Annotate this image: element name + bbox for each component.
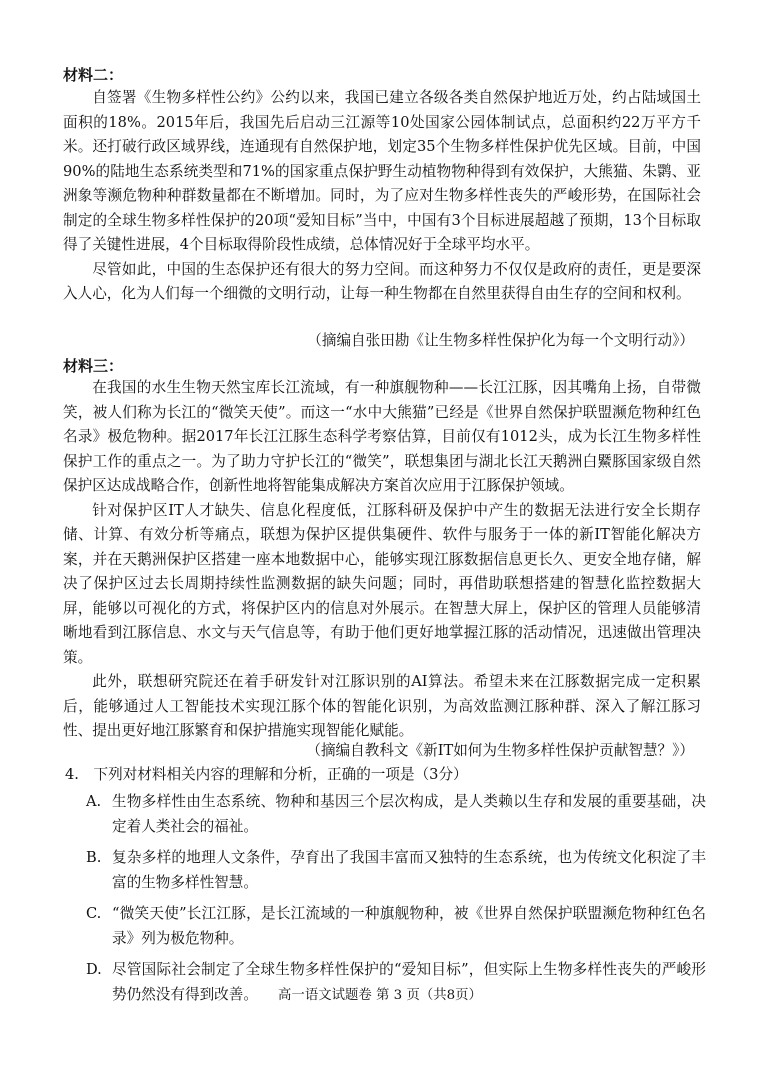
material-two-heading: 材料二： <box>63 66 124 84</box>
material-three-paragraph-2: 针对保护区IT人才缺失、信息化程度低，江豚科研及保护中产生的数据无法进行安全长期存储、计算、有效分析等痛点，联想为保护区提供集硬件、软件与服务于一体的新IT智能化解决方案，并在天鹅洲保护区搭建一座本地数据中心，能够实现江豚数据信息更长久、更安全地存储，解决了保护区过去长周期持续性监测数据的缺失问题；同时，再借助联想搭建的智慧化监控数据大屏，能够以可视化的方式，将保护区内的信息对外展示。在智慧大屏上，保护区的管理人员能够清晰地看到江豚信息、水文与天气信息等，有助于他们更好地掌握江豚的活动情况，迅速做出管理决策。 <box>63 501 701 666</box>
option-b-text: 复杂多样的地理人文条件，孕育出了我国丰富而又独特的生态系统，也为传统文化积淀了丰富的生物多样性智慧。 <box>112 849 706 891</box>
option-c-text: “微笑天使”长江江豚，是长江流域的一种旗舰物种，被《世界自然保护联盟濒危物种红色名录》列为极危物种。 <box>112 905 706 947</box>
option-d-text: 尽管国际社会制定了全球生物多样性保护的“爱知目标”，但实际上生物多样性丧失的严峻形势仍然没有得到改善。 <box>112 961 706 1003</box>
option-c-key: C. <box>86 905 102 922</box>
option-a <box>86 790 706 839</box>
option-c <box>86 902 706 951</box>
question-4-options <box>86 790 706 1014</box>
material-two-paragraph-1: 自签署《生物多样性公约》公约以来，我国已建立各级各类自然保护地近万处，约占陆域国土面积的18%。2015年后，我国先后启动三江源等10处国家公园体制试点，总面积约22万平方千米。还打破行政区域界线，连通现有自然保护地，划定35个生物多样性保护优先区域。目前，中国90%的陆地生态系统类型和71%的国家重点保护野生动植物物种得到有效保护，大熊猫、朱鹮、亚洲象等濒危物种种群数量都在不断增加。同时，为了应对生物多样性丧失的严峻形势，在国际社会制定的全球生物多样性保护的20项“爱知目标”当中，中国有3个目标进展超越了预期，13个目标取得了关键性进展，4个目标取得阶段性成绩，总体情况好于全球平均水平。 <box>63 89 701 253</box>
material-three-source: （摘编自教科文《新IT如何为生物多样性保护贡献智慧？》） <box>306 742 694 759</box>
material-three-body <box>63 376 701 744</box>
material-three-heading: 材料三： <box>63 357 124 375</box>
material-three-paragraph-1: 在我国的水生生物天然宝库长江流域，有一种旗舰物种——长江江豚，因其嘴角上扬，自带微笑，被人们称为长江的“微笑天使”。而这一“水中大熊猫”已经是《世界自然保护联盟濒危物种红色名录》极危物种。据2017年长江江豚生态科学考察估算，目前仅有1012头，成为长江生物多样性保护工作的重点之一。为了助力守护长江的“微笑”，联想集团与湖北长江天鹅洲白鱀豚国家级自然保护区达成战略合作，创新性地将智能集成解决方案首次应用于江豚保护领域。 <box>63 379 701 494</box>
question-4-stem: 4. 下列对材料相关内容的理解和分析，正确的一项是（3分） <box>65 766 468 783</box>
material-two-source: （摘编自张田勘《让生物多样性保护化为每一个文明行动》） <box>307 332 694 349</box>
option-a-text: 生物多样性由生态系统、物种和基因三个层次构成，是人类赖以生存和发展的重要基础，决定着人类社会的福祉。 <box>112 793 706 835</box>
option-b-key: B. <box>86 849 102 866</box>
option-b <box>86 846 706 895</box>
option-d-key: D. <box>86 961 102 978</box>
material-two-paragraph-2: 尽管如此，中国的生态保护还有很大的努力空间。而这种努力不仅仅是政府的责任，更是要深入人心，化为人们每一个细微的文明行动，让每一种生物都在自然里获得自由生存的空间和权利。 <box>63 260 701 302</box>
material-three-paragraph-3: 此外，联想研究院还在着手研发针对江豚识别的AI算法。希望未来在江豚数据完成一定积累后，能够通过人工智能技术实现江豚个体的智能化识别，为高效监测江豚种群、深入了解江豚习性、提出更好地江豚繁育和保护措施实现智能化赋能。 <box>63 673 701 739</box>
option-a-key: A. <box>86 793 102 810</box>
material-two-body <box>63 86 701 307</box>
page-footer: 高一语文试题卷 第 3 页（共8页） <box>278 988 482 1003</box>
